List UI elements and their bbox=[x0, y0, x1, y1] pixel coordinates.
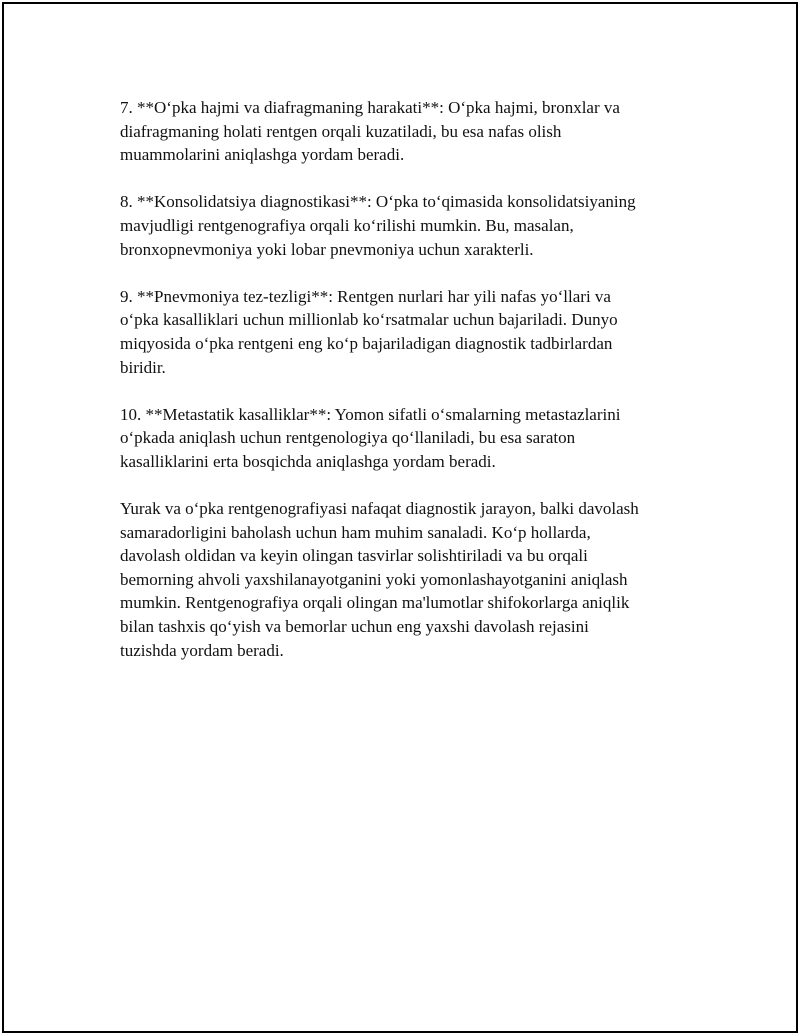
text-line: kasalliklarini erta bosqichda aniqlashga yordam beradi. bbox=[120, 451, 496, 471]
text-line: mumkin. Rentgenografiya orqali olingan ma'lumotlar shifokorlarga aniqlik bbox=[120, 593, 630, 613]
text-line: bilan tashxis qo‘yish va bemorlar uchun eng yaxshi davolash rejasini bbox=[120, 617, 589, 637]
paragraph-item-9 bbox=[120, 285, 700, 379]
text-line: diafragmaning holati rentgen orqali kuzatiladi, bu esa nafas olish bbox=[120, 121, 562, 141]
text-line: 7. **O‘pka hajmi va diafragmaning harakati**: O‘pka hajmi, bronxlar va bbox=[120, 98, 620, 117]
paragraph-item-7 bbox=[120, 96, 700, 167]
text-line: bemorning ahvoli yaxshilanayotganini yoki yomonlashayotganini aniqlash bbox=[120, 569, 628, 589]
text-line: o‘pka kasalliklari uchun millionlab ko‘rsatmalar uchun bajariladi. Dunyo bbox=[120, 310, 618, 330]
text-line: 10. **Metastatik kasalliklar**: Yomon sifatli o‘smalarning metastazlarini bbox=[120, 404, 621, 424]
text-line: samaradorligini baholash uchun ham muhim sanaladi. Ko‘p hollarda, bbox=[120, 522, 591, 542]
text-line: mavjudligi rentgenografiya orqali ko‘rilishi mumkin. Bu, masalan, bbox=[120, 215, 574, 235]
text-line: 8. **Konsolidatsiya diagnostikasi**: O‘pka to‘qimasida konsolidatsiyaning bbox=[120, 192, 636, 212]
text-line: 9. **Pnevmoniya tez-tezligi**: Rentgen nurlari har yili nafas yo‘llari va bbox=[120, 286, 611, 306]
text-line: miqyosida o‘pka rentgeni eng ko‘p bajariladigan diagnostik tadbirlardan bbox=[120, 333, 613, 353]
text-line: tuzishda yordam beradi. bbox=[120, 640, 284, 660]
paragraph-item-10 bbox=[120, 403, 700, 474]
text-line: muammolarini aniqlashga yordam beradi. bbox=[120, 145, 405, 165]
paragraph-item-8 bbox=[120, 190, 700, 261]
document-page bbox=[2, 2, 798, 1033]
text-line: davolash oldidan va keyin olingan tasvirlar solishtiriladi va bu orqali bbox=[120, 546, 588, 566]
document-body bbox=[120, 96, 700, 686]
text-line: Yurak va o‘pka rentgenografiyasi nafaqat diagnostik jarayon, balki davolash bbox=[120, 499, 639, 519]
paragraph-conclusion bbox=[120, 497, 700, 662]
text-line: biridir. bbox=[120, 357, 166, 377]
text-line: o‘pkada aniqlash uchun rentgenologiya qo‘llaniladi, bu esa saraton bbox=[120, 428, 576, 448]
text-line: bronxopnevmoniya yoki lobar pnevmoniya uchun xarakterli. bbox=[120, 239, 534, 259]
